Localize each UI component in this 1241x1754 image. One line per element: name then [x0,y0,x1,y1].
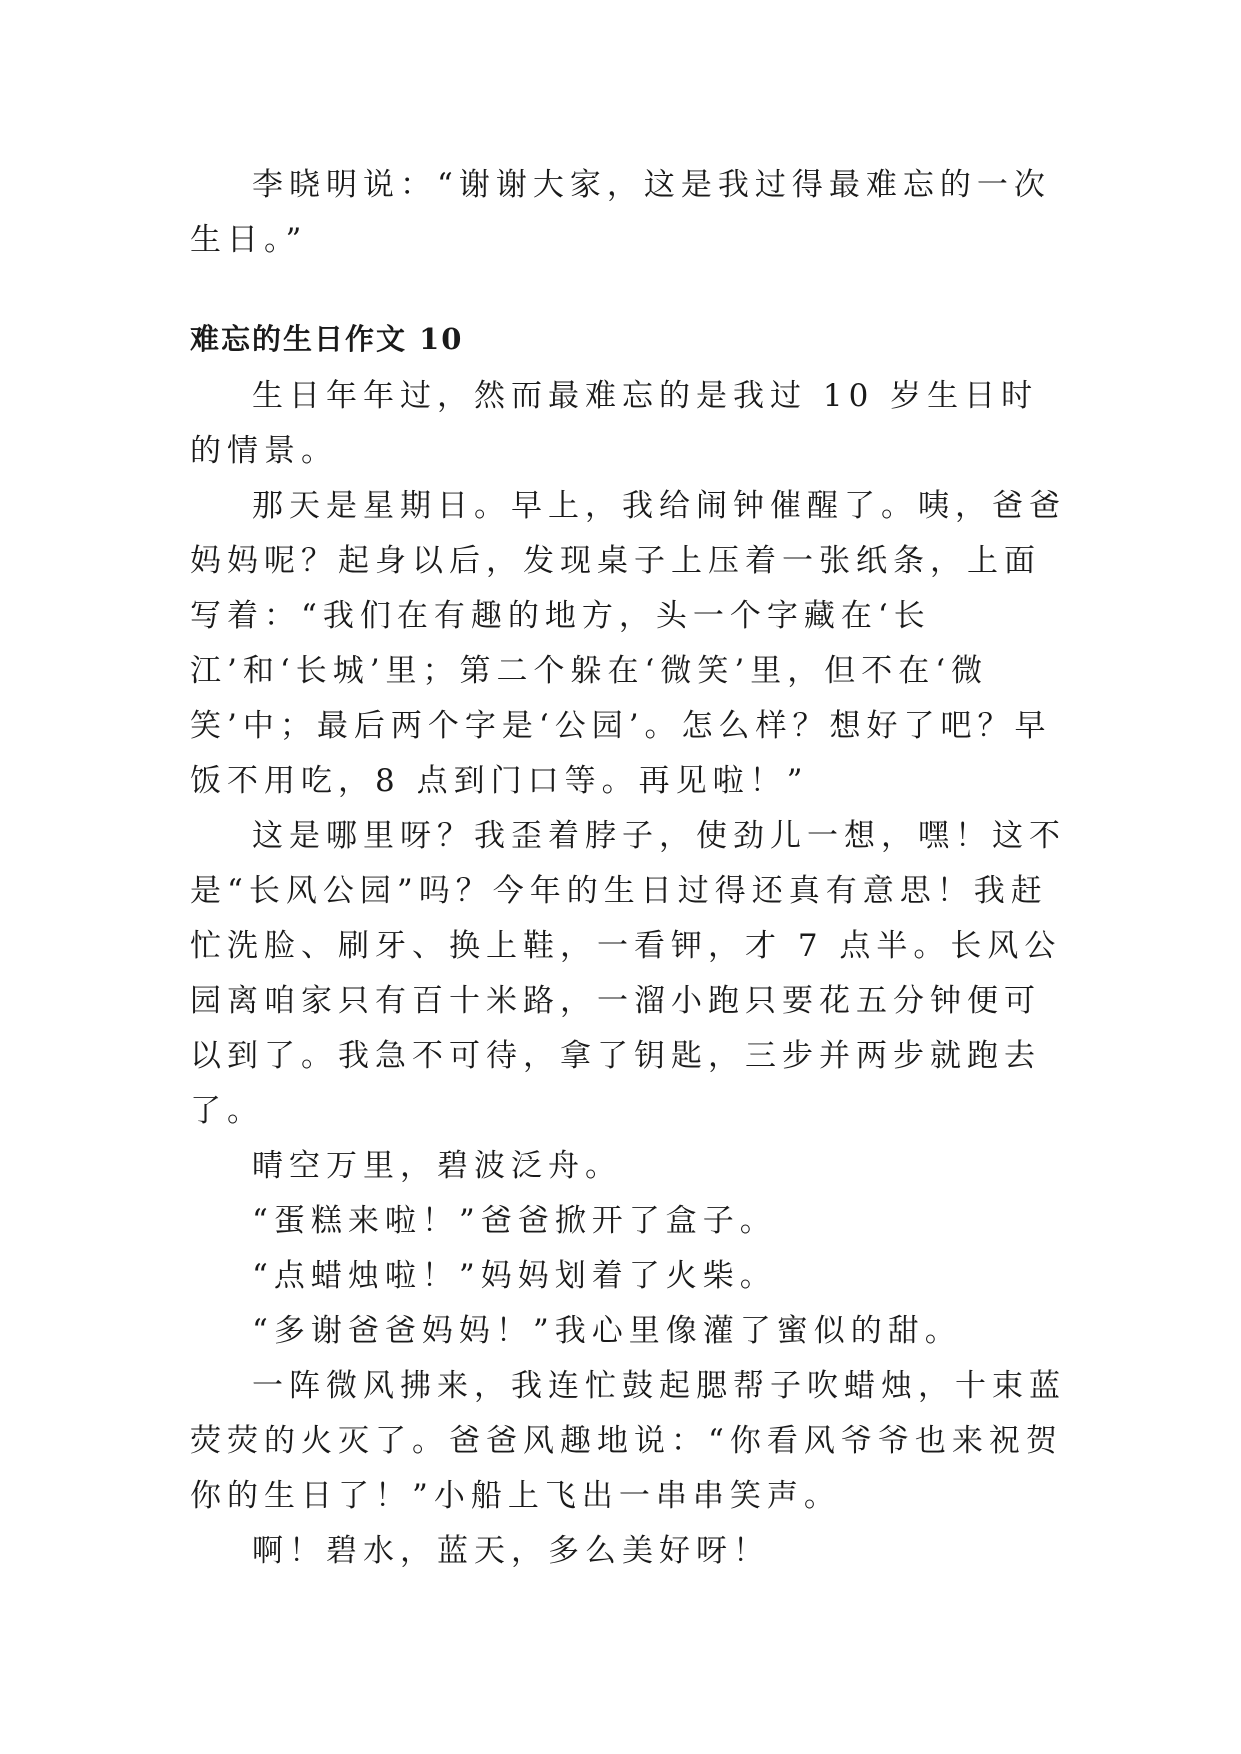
paragraph: 啊！碧水，蓝天，多么美好呀！ [252,1533,770,1569]
section-title: 难忘的生日作文 10 [190,322,464,356]
paragraph: 生日年年过，然而最难忘的是我过 10 岁生日时的情景。 [190,378,1039,469]
paragraph: 晴空万里，碧波泛舟。 [252,1148,622,1184]
paragraph: 那天是星期日。早上，我给闹钟催醒了。咦，爸爸妈妈呢？起身以后，发现桌子上压着一张纸条，上面写着：“我们在有趣的地方，头一个字藏在‘长江’和‘长城’里；第二个躲在‘微笑’里，但不在‘微笑’中；最后两个字是‘公园’。怎么样？想好了吧？早饭不用吃，8 点到门口等。再见啦！” [190,488,1066,799]
intro-paragraph: 李晓明说：“谢谢大家，这是我过得最难忘的一次生日。” [190,167,1051,258]
paragraph: “蛋糕来啦！”爸爸掀开了盒子。 [252,1203,777,1239]
paragraph: 这是哪里呀？我歪着脖子，使劲儿一想，嘿！这不是“长风公园”吗？今年的生日过得还真有意思！我赶忙洗脸、刷牙、换上鞋，一看钾，才 7 点半。长风公园离咱家只有百十米路，一溜小跑只要花五分钟便可以到了。我急不可待，拿了钥匙，三步并两步就跑去了。 [190,818,1066,1129]
paragraph: “多谢爸爸妈妈！”我心里像灌了蜜似的甜。 [252,1313,962,1349]
paragraph: “点蜡烛啦！”妈妈划着了火柴。 [252,1258,777,1294]
paragraph: 一阵微风拂来，我连忙鼓起腮帮子吹蜡烛，十束蓝荧荧的火灭了。爸爸风趣地说：“你看风爷爷也来祝贺你的生日了！”小船上飞出一串串笑声。 [190,1368,1066,1514]
document-page [190,158,1070,1579]
